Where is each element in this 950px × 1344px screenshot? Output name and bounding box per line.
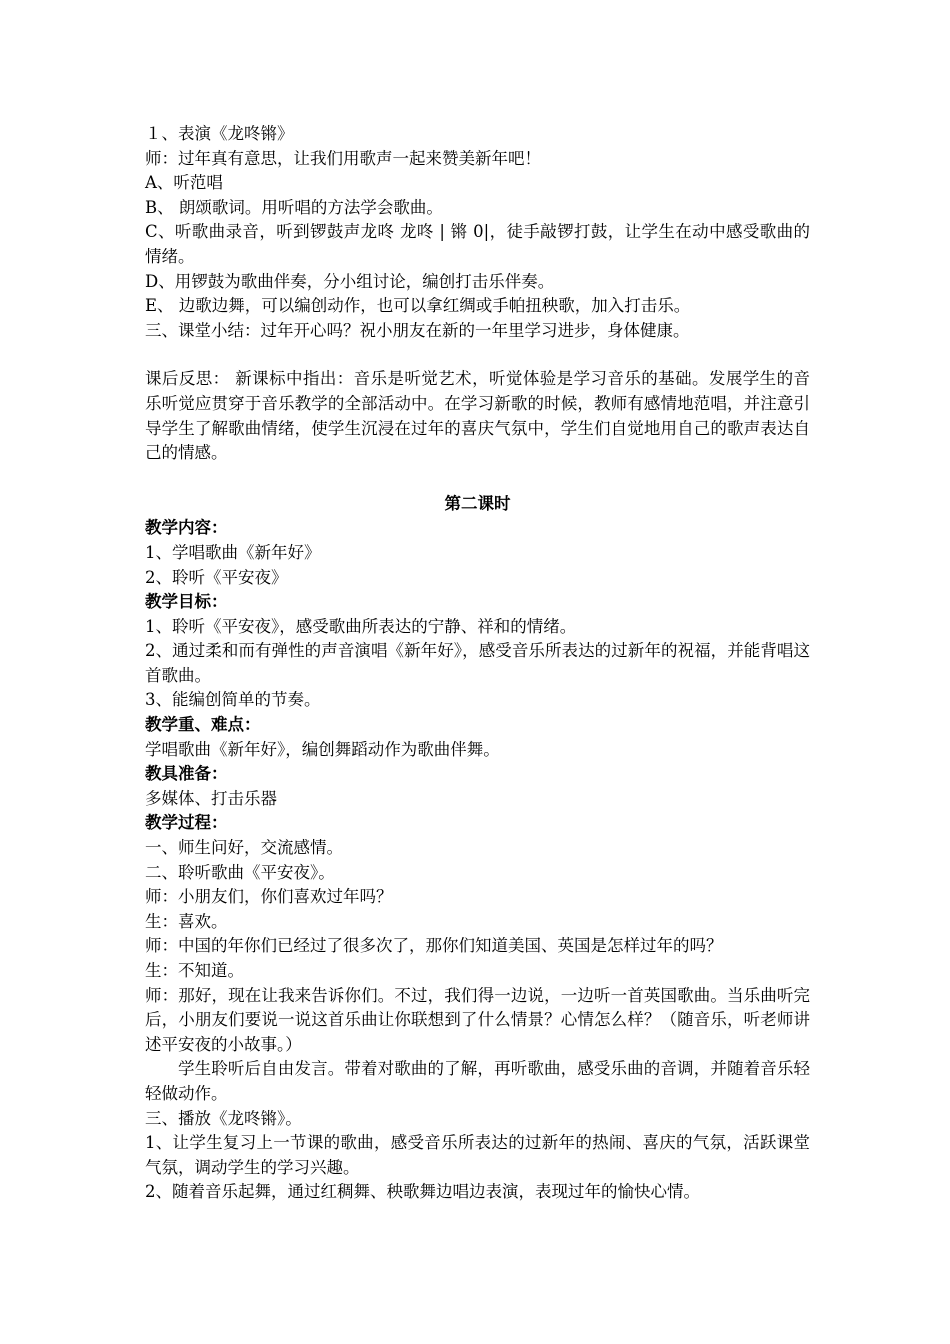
spacer	[145, 466, 810, 492]
key-points-heading: 教学重、难点：	[145, 715, 261, 735]
list-item: 1、学唱歌曲《新年好》	[145, 542, 321, 562]
list-item: 1、让学生复习上一节课的歌曲，感受音乐所表达的过新年的热闹、喜庆的气氛，活跃课堂气氛，调动学生的学习兴趣。	[145, 1133, 810, 1177]
reflection-paragraph: 课后反思： 新课标中指出：音乐是听觉艺术，听觉体验是学习音乐的基础。发展学生的音乐听觉应贯穿于音乐教学的全部活动中。在学习新歌的时候，教师有感情地范唱，并注意引导学生了解歌曲情绪，使学生沉浸在过年的喜庆气氛中，学生们自觉地用自己的歌声表达自己的情感。	[145, 369, 810, 463]
paragraph: 三、课堂小结：过年开心吗？祝小朋友在新的一年里学习进步，身体健康。	[145, 320, 690, 340]
paragraph: B、 朗颂歌词。用听唱的方法学会歌曲。	[145, 197, 443, 217]
process-line: 师：中国的年你们已经过了很多次了，那你们知道美国、英国是怎样过年的吗？	[145, 936, 723, 956]
tools-text: 多媒体、打击乐器	[145, 788, 277, 808]
process-line: 生：喜欢。	[145, 911, 228, 931]
process-line: 师：那好，现在让我来告诉你们。不过，我们得一边说，一边听一首英国歌曲。当乐曲听完后，小朋友们要说一说这首乐曲让你联想到了什么情景？心情怎么样？（随音乐，听老师讲述平安夜的小故事。）	[145, 985, 810, 1054]
paragraph: １、表演《龙咚锵》	[145, 124, 294, 143]
goals-heading: 教学目标：	[145, 592, 228, 612]
process-line: 二、聆听歌曲《平安夜》。	[145, 862, 335, 882]
content-heading: 教学内容：	[145, 518, 228, 538]
paragraph: A、听范唱	[145, 173, 223, 193]
list-item: 2、通过柔和而有弹性的声音演唱《新年好》，感受音乐所表达的过新年的祝福，并能背唱这首歌曲。	[145, 641, 810, 685]
process-line: 生：不知道。	[145, 961, 244, 980]
list-item: 1、聆听《平安夜》，感受歌曲所表达的宁静、祥和的情绪。	[145, 616, 577, 636]
key-points-text: 学唱歌曲《新年好》，编创舞蹈动作为歌曲伴舞。	[145, 739, 500, 759]
list-item: 2、聆听《平安夜》	[145, 567, 288, 587]
paragraph: 师：过年真有意思，让我们用歌声一起来赞美新年吧！	[145, 148, 541, 168]
document-page	[145, 122, 810, 1205]
process-line: 师：小朋友们，你们喜欢过年吗？	[145, 887, 393, 907]
paragraph: E、 边歌边舞，可以编创动作，也可以拿红绸或手帕扭秧歌，加入打击乐。	[145, 296, 691, 316]
tools-heading: 教具准备：	[145, 764, 228, 784]
lesson-title: 第二课时	[444, 493, 511, 513]
list-item: 3、能编创简单的节奏。	[145, 690, 321, 710]
student-response: 学生聆听后自由发言。带着对歌曲的了解，再听歌曲，感受乐曲的音调，并随着音乐轻轻做动作。	[145, 1059, 810, 1103]
part3-heading: 三、播放《龙咚锵》。	[145, 1108, 302, 1128]
paragraph: C、听歌曲录音，听到锣鼓声龙咚 龙咚 | 锵 0|，徒手敲锣打鼓，让学生在动中感受歌曲的情绪。	[145, 222, 810, 266]
spacer	[145, 343, 810, 367]
list-item: 2、随着音乐起舞，通过红稠舞、秧歌舞边唱边表演，表现过年的愉快心情。	[145, 1182, 700, 1202]
process-heading: 教学过程：	[145, 813, 228, 833]
process-line: 一、师生问好，交流感情。	[145, 838, 343, 858]
paragraph: D、用锣鼓为歌曲伴奏，分小组讨论，编创打击乐伴奏。	[145, 271, 555, 291]
